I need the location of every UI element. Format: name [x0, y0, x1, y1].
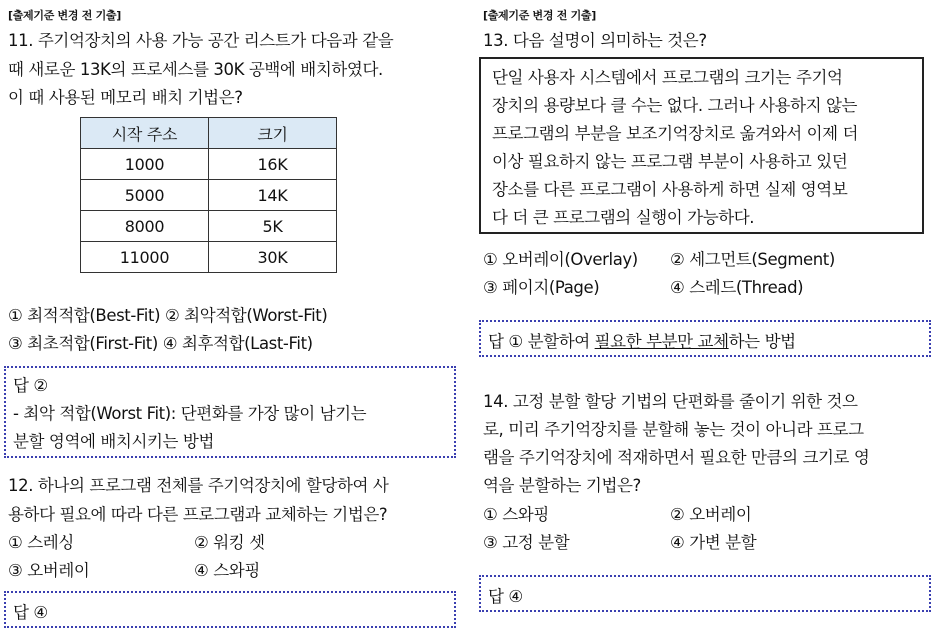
q12-option-3: ③ 오버레이 — [8, 561, 90, 580]
q14-line-1: 14. 고정 분할 할당 기법의 단편화를 줄이기 위한 것으 — [483, 392, 858, 411]
q12-line-1: 12. 하나의 프로그램 전체를 주기억장치에 할당하여 사 — [8, 476, 389, 495]
q13-option-1: ① 오버레이(Overlay) — [483, 250, 638, 269]
q14-line-2: 로, 미리 주기억장치를 분할해 놓는 것이 아니라 프로그 — [483, 420, 864, 439]
q11-answer-explain-2: 분할 영역에 배치시키는 방법 — [13, 432, 215, 451]
q11-answer-box — [4, 366, 456, 458]
q11-options-line-2: ③ 최초적합(First-Fit) ④ 최후적합(Last-Fit) — [8, 334, 313, 353]
q14-option-4: ④ 가변 분할 — [670, 533, 757, 552]
table-cell-size: 16K — [209, 149, 337, 180]
q13-box-line-2: 장치의 용량보다 클 수는 없다. 그러나 사용하지 않는 — [492, 96, 858, 115]
table-cell-address: 11000 — [81, 242, 209, 273]
table-row — [81, 211, 337, 242]
table-row — [81, 180, 337, 211]
q11-answer-explain-1: - 최악 적합(Worst Fit): 단편화를 가장 많이 남기는 — [13, 404, 367, 423]
q14-answer-box — [479, 575, 931, 612]
q13-answer-prefix: 답 ① 분할하여 — [488, 332, 595, 351]
q14-line-4: 역을 분할하는 기법은? — [483, 476, 641, 495]
q13-description-box — [479, 57, 924, 234]
q12-answer-box — [4, 591, 456, 628]
q13-box-line-4: 이상 필요하지 않는 프로그램 부분이 사용하고 있던 — [492, 152, 848, 171]
q11-line-3: 이 때 사용된 메모리 배치 기법은? — [8, 88, 243, 107]
memory-table — [80, 117, 337, 273]
table-header-size: 크기 — [209, 118, 337, 149]
table-header-start-address: 시작 주소 — [81, 118, 209, 149]
table-cell-address: 1000 — [81, 149, 209, 180]
q13-answer-underlined: 필요한 부분만 교체 — [594, 332, 729, 351]
q13-box-line-6: 다 더 큰 프로그램의 실행이 가능하다. — [492, 208, 755, 227]
q13-option-2: ② 세그먼트(Segment) — [670, 250, 835, 269]
q14-option-1: ① 스와핑 — [483, 505, 549, 524]
q14-option-3: ③ 고정 분할 — [483, 533, 570, 552]
q13-answer-text — [488, 328, 796, 352]
left-exam-tag: [출제기준 변경 전 기출] — [8, 9, 121, 22]
q14-option-2: ② 오버레이 — [670, 505, 752, 524]
right-exam-tag: [출제기준 변경 전 기출] — [483, 9, 596, 22]
q13-answer-suffix: 하는 방법 — [728, 332, 796, 351]
q13-title: 13. 다음 설명이 의미하는 것은? — [483, 31, 707, 50]
q13-answer-box — [479, 320, 931, 357]
table-header-row — [81, 118, 337, 149]
q12-line-2: 용하다 필요에 따라 다른 프로그램과 교체하는 기법은? — [8, 505, 388, 524]
q13-box-line-5: 장소를 다른 프로그램이 사용하게 하면 실제 영역보 — [492, 180, 848, 199]
table-cell-size: 30K — [209, 242, 337, 273]
table-row — [81, 149, 337, 180]
q13-option-3: ③ 페이지(Page) — [483, 278, 600, 297]
q11-line-2: 때 새로운 13K의 프로세스를 30K 공백에 배치하였다. — [8, 60, 383, 79]
table-cell-size: 5K — [209, 211, 337, 242]
table-cell-size: 14K — [209, 180, 337, 211]
q12-answer-label: 답 ④ — [13, 603, 48, 622]
table-cell-address: 5000 — [81, 180, 209, 211]
q13-box-line-3: 프로그램의 부분을 보조기억장치로 옮겨와서 이제 더 — [492, 124, 859, 143]
q11-answer-label: 답 ② — [13, 376, 48, 395]
table-cell-address: 8000 — [81, 211, 209, 242]
table-row — [81, 242, 337, 273]
q12-option-1: ① 스레싱 — [8, 533, 74, 552]
q12-option-2: ② 워킹 셋 — [194, 533, 265, 552]
q13-box-line-1: 단일 사용자 시스템에서 프로그램의 크기는 주기억 — [492, 68, 843, 87]
q14-line-3: 램을 주기억장치에 적재하면서 필요한 만큼의 크기로 영 — [483, 448, 870, 467]
q12-option-4: ④ 스와핑 — [194, 561, 260, 580]
q13-option-4: ④ 스레드(Thread) — [670, 278, 804, 297]
q11-line-1: 11. 주기억장치의 사용 가능 공간 리스트가 다음과 같을 — [8, 31, 394, 50]
q11-options-line-1: ① 최적적합(Best-Fit) ② 최악적합(Worst-Fit) — [8, 306, 328, 325]
q14-answer-label: 답 ④ — [488, 587, 523, 606]
